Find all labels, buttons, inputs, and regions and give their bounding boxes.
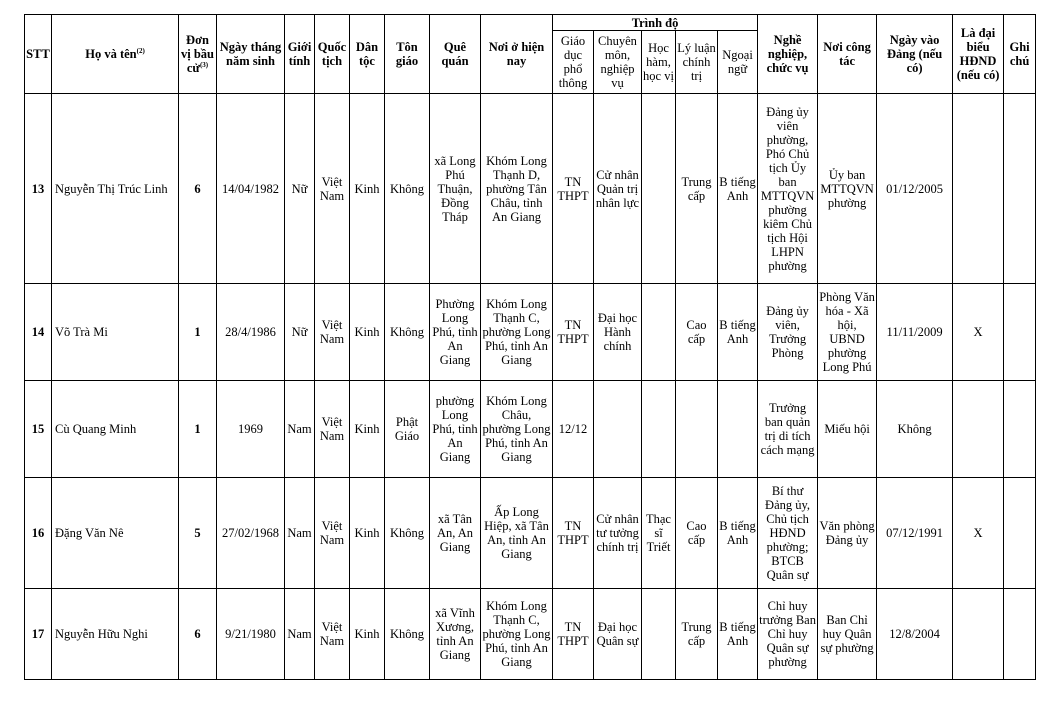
cell-residence: Ấp Long Hiệp, xã Tân An, tỉnh An Giang [481,478,553,589]
cell-residence: Khóm Long Thạnh C, phường Long Phú, tỉnh An Giang [481,284,553,381]
cell-general-edu: TN THPT [553,589,594,680]
cell-note [1004,478,1036,589]
cell-hometown: Phường Long Phú, tỉnh An Giang [430,284,481,381]
cell-occupation: Đảng ủy viên, Trưởng Phòng [758,284,818,381]
cell-professional: Đại học Hành chính [594,284,642,381]
cell-delegate [953,381,1004,478]
header-nationality: Quốc tịch [315,15,350,94]
cell-nationality: Việt Nam [315,284,350,381]
header-professional: Chuyên môn, nghiệp vụ [594,31,642,94]
cell-workplace: Ban Chỉ huy Quân sự phường [818,589,877,680]
cell-note [1004,381,1036,478]
cell-party-date: 11/11/2009 [877,284,953,381]
header-foreign-lang: Ngoại ngữ [718,31,758,94]
cell-foreign-lang: B tiếng Anh [718,284,758,381]
header-workplace: Nơi công tác [818,15,877,94]
cell-nationality: Việt Nam [315,381,350,478]
cell-professional: Cử nhân Quản trị nhân lực [594,94,642,284]
cell-workplace: Ủy ban MTTQVN phường [818,94,877,284]
cell-hometown: phường Long Phú, tỉnh An Giang [430,381,481,478]
cell-name: Nguyễn Hữu Nghi [52,589,179,680]
cell-ethnicity: Kinh [350,589,385,680]
table-body [25,94,1036,680]
cell-delegate [953,94,1004,284]
cell-dob: 27/02/1968 [217,478,285,589]
header-unit: Đơn vị bầu cử$^{(3)}$ [179,15,217,94]
cell-hometown: xã Long Phú Thuận, Đồng Tháp [430,94,481,284]
header-political: Lý luận chính trị [676,31,718,94]
header-note: Ghi chú [1004,15,1036,94]
cell-gender: Nữ [285,284,315,381]
cell-professional: Cử nhân tư tưởng chính trị [594,478,642,589]
cell-ethnicity: Kinh [350,381,385,478]
cell-academic [642,381,676,478]
header-party-date: Ngày vào Đảng (nếu có) [877,15,953,94]
cell-name: Nguyễn Thị Trúc Linh [52,94,179,284]
cell-general-edu: TN THPT [553,94,594,284]
header-delegate: Là đại biểu HĐND (nếu có) [953,15,1004,94]
cell-residence: Khóm Long Châu, phường Long Phú, tỉnh An Giang [481,381,553,478]
cell-ethnicity: Kinh [350,478,385,589]
cell-party-date: 01/12/2005 [877,94,953,284]
header-religion: Tôn giáo [385,15,430,94]
header-residence: Nơi ở hiện nay [481,15,553,94]
cell-political: Cao cấp [676,478,718,589]
cell-workplace: Phòng Văn hóa - Xã hội, UBND phường Long Phú [818,284,877,381]
cell-delegate: X [953,284,1004,381]
cell-hometown: xã Tân An, An Giang [430,478,481,589]
cell-general-edu: TN THPT [553,284,594,381]
cell-academic [642,284,676,381]
cell-political: Trung cấp [676,589,718,680]
cell-stt: 13 [25,94,52,284]
cell-dob: 28/4/1986 [217,284,285,381]
cell-stt: 14 [25,284,52,381]
table-row [25,589,1036,680]
cell-party-date: 12/8/2004 [877,589,953,680]
cell-religion: Không [385,478,430,589]
header-name: Họ và tên$^{(2)}$ [52,15,179,94]
header-stt: STT [25,15,52,94]
cell-note [1004,284,1036,381]
cell-hometown: xã Vĩnh Xương, tỉnh An Giang [430,589,481,680]
cell-religion: Không [385,284,430,381]
cell-unit: 1 [179,381,217,478]
header-dob: Ngày tháng năm sinh [217,15,285,94]
cell-gender: Nam [285,589,315,680]
header-education-group: Trình độ [553,15,758,31]
cell-dob: 9/21/1980 [217,589,285,680]
header-gender: Giới tính [285,15,315,94]
cell-unit: 6 [179,589,217,680]
cell-nationality: Việt Nam [315,478,350,589]
header-general-edu: Giáo dục phổ thông [553,31,594,94]
cell-workplace: Văn phòng Đảng ủy [818,478,877,589]
cell-foreign-lang: B tiếng Anh [718,478,758,589]
cell-name: Võ Trà Mi [52,284,179,381]
cell-academic: Thạc sĩ Triết [642,478,676,589]
cell-occupation: Chỉ huy trưởng Ban Chỉ huy Quân sự phường [758,589,818,680]
cell-name: Đặng Văn Nê [52,478,179,589]
cell-ethnicity: Kinh [350,284,385,381]
header-occupation: Nghề nghiệp, chức vụ [758,15,818,94]
cell-foreign-lang: B tiếng Anh [718,94,758,284]
cell-religion: Không [385,589,430,680]
candidate-table [24,14,1036,680]
cell-ethnicity: Kinh [350,94,385,284]
cell-foreign-lang [718,381,758,478]
table-row [25,284,1036,381]
cell-foreign-lang: B tiếng Anh [718,589,758,680]
cell-note [1004,589,1036,680]
cell-general-edu: TN THPT [553,478,594,589]
cell-religion: Không [385,94,430,284]
cell-nationality: Việt Nam [315,94,350,284]
cell-stt: 15 [25,381,52,478]
cell-religion: Phật Giáo [385,381,430,478]
cell-academic [642,589,676,680]
cell-unit: 5 [179,478,217,589]
cell-gender: Nam [285,381,315,478]
cell-workplace: Miếu hội [818,381,877,478]
table-row [25,478,1036,589]
cell-occupation: Bí thư Đảng ủy, Chủ tịch HĐND phường; BTCB Quân sự [758,478,818,589]
cell-professional [594,381,642,478]
table-row [25,381,1036,478]
cell-gender: Nữ [285,94,315,284]
cell-party-date: Không [877,381,953,478]
cell-academic [642,94,676,284]
header-academic: Học hàm, học vị [642,31,676,94]
cell-dob: 14/04/1982 [217,94,285,284]
cell-delegate [953,589,1004,680]
cell-delegate: X [953,478,1004,589]
cell-party-date: 07/12/1991 [877,478,953,589]
cell-political: Cao cấp [676,284,718,381]
cell-political [676,381,718,478]
cell-name: Cù Quang Minh [52,381,179,478]
table-row [25,94,1036,284]
cell-residence: Khóm Long Thạnh D, phường Tân Châu, tỉnh An Giang [481,94,553,284]
cell-general-edu: 12/12 [553,381,594,478]
cell-stt: 16 [25,478,52,589]
cell-professional: Đại học Quân sự [594,589,642,680]
cell-dob: 1969 [217,381,285,478]
cell-stt: 17 [25,589,52,680]
cell-occupation: Trưởng ban quản trị di tích cách mạng [758,381,818,478]
cell-residence: Khóm Long Thạnh C, phường Long Phú, tỉnh An Giang [481,589,553,680]
cell-unit: 1 [179,284,217,381]
cell-note [1004,94,1036,284]
cell-gender: Nam [285,478,315,589]
header-ethnicity: Dân tộc [350,15,385,94]
cell-political: Trung cấp [676,94,718,284]
cell-occupation: Đảng ủy viên phường, Phó Chủ tịch Ủy ban MTTQVN phường kiêm Chủ tịch Hội LHPN phường [758,94,818,284]
cell-nationality: Việt Nam [315,589,350,680]
header-hometown: Quê quán [430,15,481,94]
cell-unit: 6 [179,94,217,284]
